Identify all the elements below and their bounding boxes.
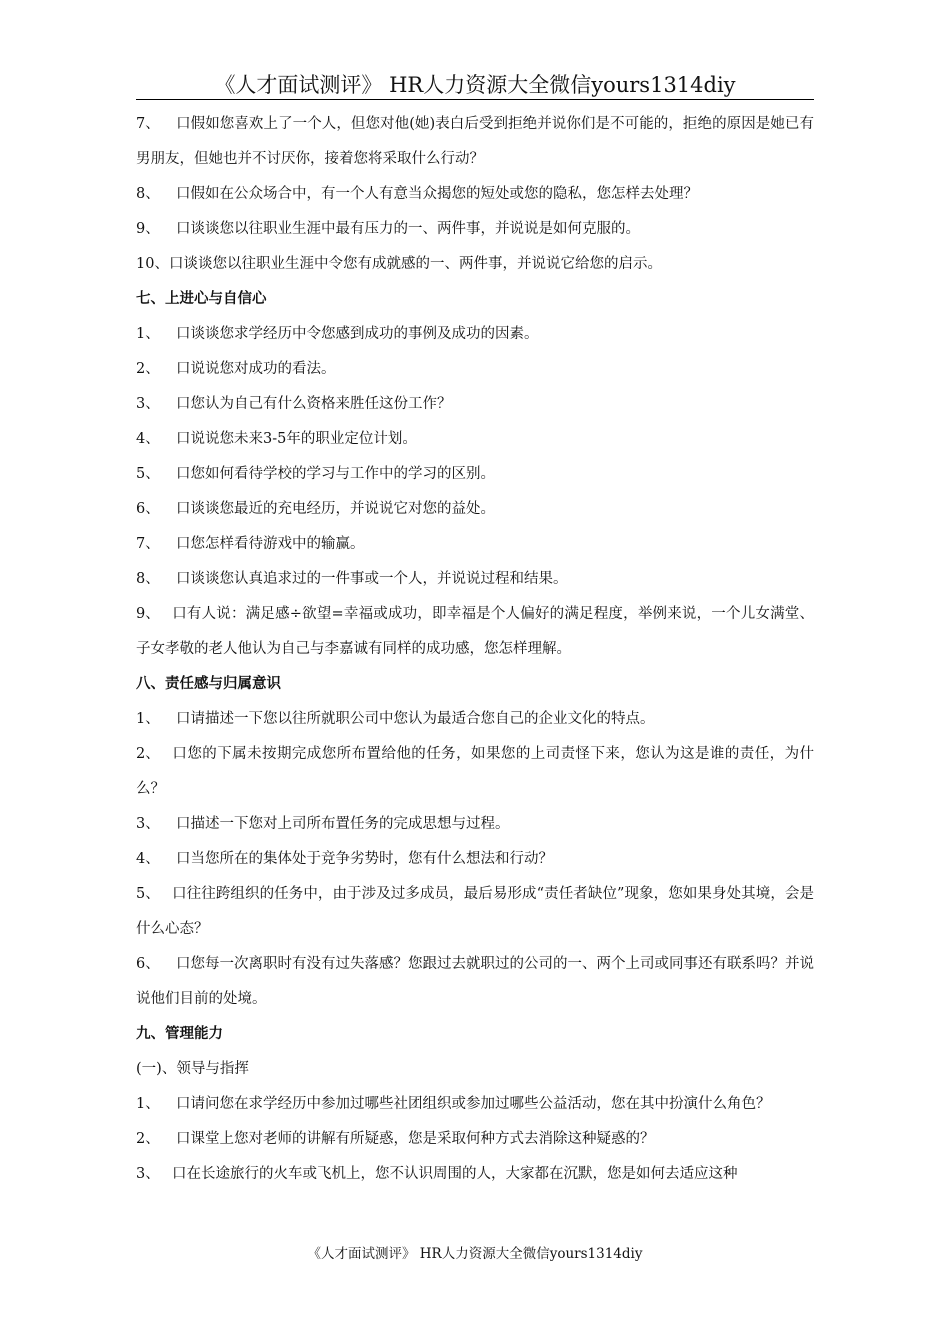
list-item — [136, 527, 814, 562]
item-text: 口您认为自己有什么资格来胜任这份工作？ — [176, 396, 452, 412]
item-text: 口有人说：满足感÷欲望=幸福或成功，即幸福是个人偏好的满足程度，举例来说，一个儿女满堂、子女孝敬的老人他认为自己与李嘉诚有同样的成功感，您怎样理解。 — [136, 606, 814, 657]
section-heading: 七、上进心与自信心 — [136, 291, 267, 307]
item-text: 口谈谈您最近的充电经历，并说说它对您的益处。 — [176, 501, 495, 517]
header-divider — [136, 99, 814, 100]
item-number: 9、 — [136, 221, 160, 237]
item-text: 口假如在公众场合中，有一个人有意当众揭您的短处或您的隐私，您怎样去处理？ — [176, 186, 698, 202]
item-number: 2、 — [136, 746, 160, 762]
section-heading: 八、责任感与归属意识 — [136, 676, 281, 692]
item-text: 口您怎样看待游戏中的输赢。 — [176, 536, 365, 552]
list-item — [136, 947, 814, 1017]
item-number: 2、 — [136, 1131, 160, 1147]
list-item — [136, 457, 814, 492]
item-number: 4、 — [136, 431, 160, 447]
list-item — [136, 1122, 814, 1157]
page-footer: 《人才面试测评》 HR人力资源大全微信yours1314diy — [307, 1246, 643, 1262]
item-number: 7、 — [136, 116, 160, 132]
item-number: 3、 — [136, 816, 160, 832]
item-text: 口谈谈您以往职业生涯中令您有成就感的一、两件事，并说说它给您的启示。 — [168, 256, 662, 272]
item-text: 口说说您对成功的看法。 — [176, 361, 336, 377]
item-text: 口请描述一下您以往所就职公司中您认为最适合您自己的企业文化的特点。 — [176, 711, 655, 727]
item-text: 口您如何看待学校的学习与工作中的学习的区别。 — [176, 466, 495, 482]
document-body — [136, 107, 814, 1192]
list-item — [136, 807, 814, 842]
item-text: 口往往跨组织的任务中，由于涉及过多成员，最后易形成“责任者缺位”现象，您如果身处其境，会是什么心态？ — [136, 886, 814, 937]
item-text: 口请问您在求学经历中参加过哪些社团组织或参加过哪些公益活动，您在其中扮演什么角色？ — [176, 1096, 771, 1112]
item-number: 7、 — [136, 536, 160, 552]
item-number: 1、 — [136, 1096, 160, 1112]
item-text: 口课堂上您对老师的讲解有所疑惑，您是采取何种方式去消除这种疑惑的？ — [176, 1131, 655, 1147]
list-item — [136, 702, 814, 737]
item-text: 口在长途旅行的火车或飞机上，您不认识周围的人，大家都在沉默，您是如何去适应这种 — [172, 1166, 738, 1182]
item-text: 口您的下属未按期完成您所布置给他的任务，如果您的上司责怪下来，您认为这是谁的责任，为什么？ — [136, 746, 814, 797]
item-number: 2、 — [136, 361, 160, 377]
item-number: 4、 — [136, 851, 160, 867]
list-item — [136, 212, 814, 247]
item-number: 5、 — [136, 886, 160, 902]
item-text: 口当您所在的集体处于竞争劣势时，您有什么想法和行动？ — [176, 851, 553, 867]
section-heading: 九、管理能力 — [136, 1026, 223, 1042]
list-item — [136, 247, 814, 282]
list-item — [136, 597, 814, 667]
list-item — [136, 352, 814, 387]
list-item — [136, 387, 814, 422]
item-number: 5、 — [136, 466, 160, 482]
item-text: 口您每一次离职时有没有过失落感？您跟过去就职过的公司的一、两个上司或同事还有联系吗？并说说他们目前的处境。 — [136, 956, 814, 1007]
item-text: 口说说您未来3-5年的职业定位计划。 — [176, 431, 417, 447]
item-number: 10、 — [136, 256, 169, 272]
item-text: 口谈谈您以往职业生涯中最有压力的一、两件事，并说说是如何克服的。 — [176, 221, 640, 237]
item-text: 口谈谈您求学经历中令您感到成功的事例及成功的因素。 — [176, 326, 539, 342]
list-item — [136, 177, 814, 212]
list-item — [136, 877, 814, 947]
list-item — [136, 562, 814, 597]
item-text: 口谈谈您认真追求过的一件事或一个人，并说说过程和结果。 — [176, 571, 568, 587]
item-number: 1、 — [136, 711, 160, 727]
item-number: 6、 — [136, 956, 160, 972]
list-item — [136, 737, 814, 807]
item-text: 口描述一下您对上司所布置任务的完成思想与过程。 — [176, 816, 510, 832]
subsection-heading: (一)、领导与指挥 — [136, 1061, 249, 1077]
list-item — [136, 422, 814, 457]
item-number: 1、 — [136, 326, 160, 342]
list-item — [136, 107, 814, 177]
list-item — [136, 842, 814, 877]
item-number: 3、 — [136, 396, 160, 412]
item-number: 9、 — [136, 606, 160, 622]
list-item — [136, 317, 814, 352]
item-text: 口假如您喜欢上了一个人，但您对他(她)表白后受到拒绝并说你们是不可能的，拒绝的原因是她已有男朋友，但她也并不讨厌你，接着您将采取什么行动？ — [136, 116, 814, 167]
item-number: 6、 — [136, 501, 160, 517]
list-item — [136, 492, 814, 527]
list-item — [136, 1087, 814, 1122]
item-number: 3、 — [136, 1166, 160, 1182]
list-item — [136, 1157, 814, 1192]
item-number: 8、 — [136, 186, 160, 202]
page-header-title: 《人才面试测评》 HR人力资源大全微信yours1314diy — [214, 73, 736, 97]
item-number: 8、 — [136, 571, 160, 587]
